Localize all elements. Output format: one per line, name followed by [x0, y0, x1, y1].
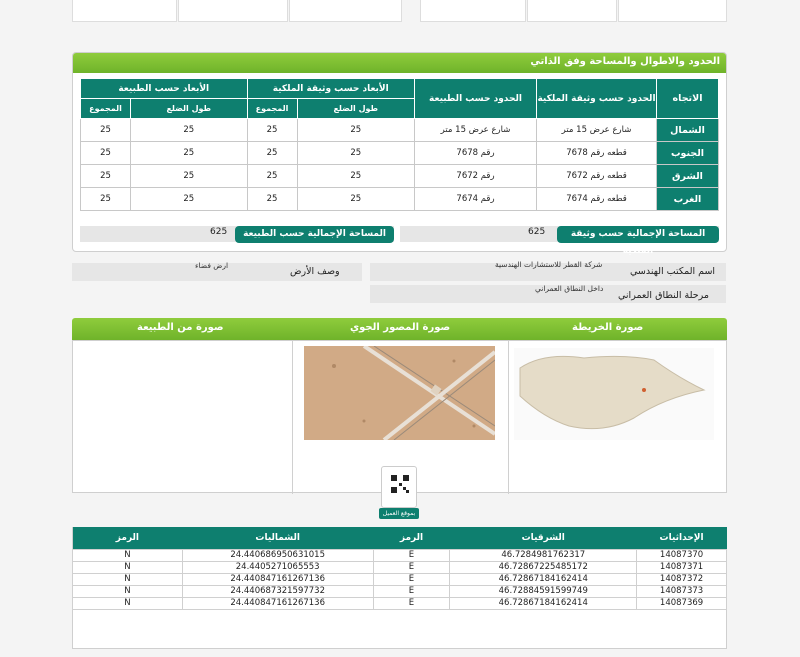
divider	[508, 341, 509, 494]
north-cell: 24.440847161267136	[182, 573, 373, 585]
symbol-cell: E	[373, 597, 450, 609]
deed-bound-cell: قطعه رقم 7674	[537, 188, 657, 211]
east-cell: 46.72884591599749	[450, 585, 637, 597]
nature-bound-cell: رقم 7672	[415, 165, 537, 188]
symbol-cell: E	[373, 585, 450, 597]
header-north: الشماليات	[182, 527, 373, 549]
header-side-length: طول الضلع	[131, 99, 248, 119]
east-cell: 46.7284981762317	[450, 549, 637, 561]
direction-cell: الجنوب	[657, 142, 719, 165]
header-side-length: طول الضلع	[297, 99, 414, 119]
north-cell: 24.440847161267136	[182, 597, 373, 609]
deed-total-cell: 25	[247, 165, 297, 188]
header-bounds-deed: الحدود حسب وثيقة الملكية	[537, 79, 657, 119]
coord-id-cell: 14087373	[637, 585, 727, 597]
area-nature-label: المساحة الإجمالية حسب الطبيعة	[235, 226, 394, 243]
map-title: صورة الخريطة	[572, 322, 644, 333]
nature-length-cell: 25	[131, 119, 248, 142]
nature-total-cell: 25	[81, 165, 131, 188]
nature-total-cell: 25	[81, 188, 131, 211]
header-east: الشرقيات	[450, 527, 637, 549]
nature-total-cell: 25	[81, 119, 131, 142]
symbol-cell: E	[373, 561, 450, 573]
deed-bound-cell: قطعه رقم 7672	[537, 165, 657, 188]
qr-code[interactable]	[381, 466, 417, 508]
nature-bound-cell: رقم 7674	[415, 188, 537, 211]
nature-total-cell: 25	[81, 142, 131, 165]
coord-id-cell: 14087371	[637, 561, 727, 573]
header-total: المجموع	[81, 99, 131, 119]
coord-id-cell: 14087369	[637, 597, 727, 609]
deed-total-cell: 25	[247, 119, 297, 142]
north-cell: 24.4405271065553	[182, 561, 373, 573]
table-row	[73, 597, 727, 609]
nature-title: صورة من الطبيعة	[137, 322, 224, 333]
table-row	[73, 585, 727, 597]
table-row	[81, 119, 719, 142]
header-dims-nature: الأبعاد حسب الطبيعة	[81, 79, 248, 99]
divider	[292, 341, 293, 494]
nature-length-cell: 25	[131, 165, 248, 188]
boundaries-table	[80, 78, 719, 211]
symbol-cell: N	[73, 585, 183, 597]
east-cell: 46.72867184162414	[450, 597, 637, 609]
office-value: شركة القطر للاستشارات الهندسية	[495, 260, 603, 269]
nature-length-cell: 25	[131, 188, 248, 211]
table-row	[81, 165, 719, 188]
aerial-title: صورة المصور الجوي	[350, 322, 451, 333]
deed-total-cell: 25	[247, 142, 297, 165]
area-nature-value: 625	[210, 227, 228, 237]
header-coord-id: الإحداثيات	[637, 527, 727, 549]
header-direction: الاتجاه	[657, 79, 719, 119]
qr-caption: بموقع العميل	[379, 508, 419, 519]
north-cell: 24.440687321597732	[182, 585, 373, 597]
table-row	[73, 561, 727, 573]
direction-cell: الشمال	[657, 119, 719, 142]
symbol-cell: N	[73, 561, 183, 573]
header-symbol: الرمز	[73, 527, 183, 549]
direction-cell: الشرق	[657, 165, 719, 188]
deed-total-cell: 25	[247, 188, 297, 211]
east-cell: 46.72867184162414	[450, 573, 637, 585]
urban-value: داخل النطاق العمراني	[535, 284, 604, 293]
table-row	[73, 573, 727, 585]
deed-length-cell: 25	[297, 165, 414, 188]
nature-length-cell: 25	[131, 142, 248, 165]
symbol-cell: N	[73, 597, 183, 609]
symbol-cell: N	[73, 573, 183, 585]
symbol-cell: E	[373, 573, 450, 585]
east-cell: 46.72867225485172	[450, 561, 637, 573]
symbol-cell: N	[73, 549, 183, 561]
symbol-cell: E	[373, 549, 450, 561]
boundaries-section-title: الحدود والاطوال والمساحة وفق الذاتي	[73, 53, 726, 73]
office-label: اسم المكتب الهندسي	[630, 266, 716, 277]
table-row	[81, 142, 719, 165]
header-dims-deed: الأبعاد حسب وثيقة الملكية	[247, 79, 414, 99]
header-bounds-nature: الحدود حسب الطبيعة	[415, 79, 537, 119]
deed-length-cell: 25	[297, 142, 414, 165]
nature-bound-cell: رقم 7678	[415, 142, 537, 165]
aerial-image	[304, 346, 495, 440]
area-deed-label: المساحة الإجمالية حسب وثيقة الملكية	[557, 226, 719, 243]
land-desc-value: ارض فضاء	[195, 261, 229, 270]
north-cell: 24.440686950631015	[182, 549, 373, 561]
deed-bound-cell: قطعه رقم 7678	[537, 142, 657, 165]
table-row	[81, 188, 719, 211]
images-section-header	[72, 318, 727, 340]
map-image	[514, 348, 714, 440]
qr-code-icon	[382, 467, 418, 501]
land-desc-label: وصف الأرض	[290, 266, 340, 277]
urban-label: مرحلة النطاق العمراني	[618, 290, 709, 301]
coord-id-cell: 14087372	[637, 573, 727, 585]
table-row	[73, 549, 727, 561]
direction-cell: الغرب	[657, 188, 719, 211]
deed-length-cell: 25	[297, 119, 414, 142]
header-symbol: الرمز	[373, 527, 450, 549]
coords-table	[72, 527, 727, 610]
deed-bound-cell: شارع عرض 15 متر	[537, 119, 657, 142]
area-deed-value: 625	[528, 227, 546, 237]
header-total: المجموع	[247, 99, 297, 119]
coord-id-cell: 14087370	[637, 549, 727, 561]
nature-bound-cell: شارع عرض 15 متر	[415, 119, 537, 142]
deed-length-cell: 25	[297, 188, 414, 211]
